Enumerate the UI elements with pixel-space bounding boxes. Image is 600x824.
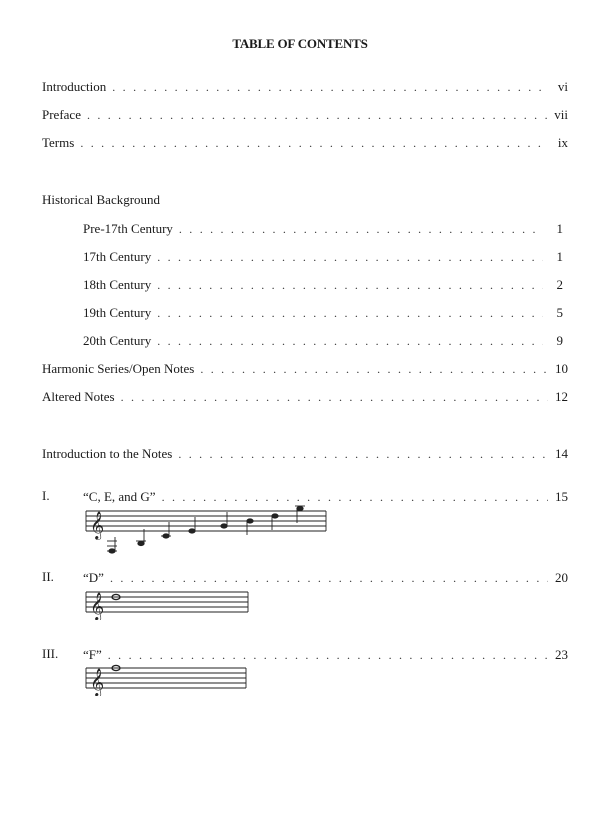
- toc-entry-introduction: [42, 78, 568, 96]
- toc-entry-preface: [42, 106, 568, 124]
- chapter-numeral: II.: [42, 569, 54, 584]
- toc-entry-chapter-1: [83, 488, 568, 506]
- toc-entry-label: Terms: [42, 135, 75, 150]
- toc-entry-label: Introduction to the Notes: [42, 446, 173, 461]
- toc-entry-page: 14: [555, 446, 568, 461]
- toc-entry-label: “D”: [83, 570, 104, 585]
- music-staff-c-e-g: [84, 505, 332, 557]
- toc-entry-harmonic-series: [42, 360, 568, 378]
- dot-leader: [110, 569, 548, 587]
- chapter-numeral: III.: [42, 646, 59, 661]
- toc-entry-altered-notes: [42, 388, 568, 406]
- toc-entry-page: 23: [555, 647, 568, 662]
- toc-entry-label: 20th Century: [83, 333, 152, 348]
- dot-leader: [157, 276, 543, 294]
- toc-entry-label: 17th Century: [83, 249, 152, 264]
- dot-leader: [162, 488, 548, 506]
- dot-leader: [87, 106, 548, 124]
- toc-entry-label: Harmonic Series/Open Notes: [42, 361, 195, 376]
- toc-entry-page: 9: [556, 333, 563, 348]
- toc-entry-page: 1: [556, 249, 563, 264]
- toc-entry-chapter-2: [83, 569, 568, 587]
- toc-entry-page: vii: [554, 107, 568, 122]
- section-heading-historical: Historical Background: [42, 192, 161, 207]
- dot-leader: [200, 360, 548, 378]
- toc-entry-page: vi: [557, 79, 568, 94]
- dot-leader: [157, 304, 543, 322]
- music-staff-d: [84, 586, 252, 620]
- music-staff-f: [84, 662, 250, 696]
- toc-entry-pre-17th: [83, 220, 563, 238]
- toc-entry-intro-notes: [42, 445, 568, 463]
- dot-leader: [80, 134, 548, 152]
- toc-entry-label: Preface: [42, 107, 81, 122]
- toc-entry-page: 12: [555, 389, 568, 404]
- toc-entry-page: 15: [555, 489, 568, 504]
- chapter-numeral: I.: [42, 488, 50, 503]
- treble-clef-icon: 𝄞: [90, 592, 105, 620]
- toc-entry-page: 10: [555, 361, 568, 376]
- toc-entry-18th: [83, 276, 563, 294]
- toc-entry-page: ix: [557, 135, 568, 150]
- toc-entry-page: 20: [555, 570, 568, 585]
- toc-entry-label: Pre-17th Century: [83, 221, 173, 236]
- toc-entry-label: 18th Century: [83, 277, 152, 292]
- toc-entry-label: Altered Notes: [42, 389, 115, 404]
- dot-leader: [121, 388, 548, 406]
- toc-entry-page: 2: [556, 277, 563, 292]
- toc-entry-page: 1: [556, 221, 563, 236]
- dot-leader: [157, 332, 543, 350]
- page-title: TABLE OF CONTENTS: [232, 36, 368, 51]
- toc-entry-17th: [83, 248, 563, 266]
- toc-entry-label: “F”: [83, 647, 102, 662]
- toc-entry-19th: [83, 304, 563, 322]
- dot-leader: [178, 445, 548, 463]
- toc-entry-20th: [83, 332, 563, 350]
- dot-leader: [179, 220, 543, 238]
- toc-entry-label: 19th Century: [83, 305, 152, 320]
- dot-leader: [157, 248, 543, 266]
- dot-leader: [112, 78, 548, 96]
- treble-clef-icon: 𝄞: [90, 668, 105, 696]
- toc-entry-label: “C, E, and G”: [83, 489, 156, 504]
- toc-entry-label: Introduction: [42, 79, 107, 94]
- toc-entry-page: 5: [556, 305, 563, 320]
- treble-clef-icon: 𝄞: [90, 511, 105, 539]
- toc-entry-terms: [42, 134, 568, 152]
